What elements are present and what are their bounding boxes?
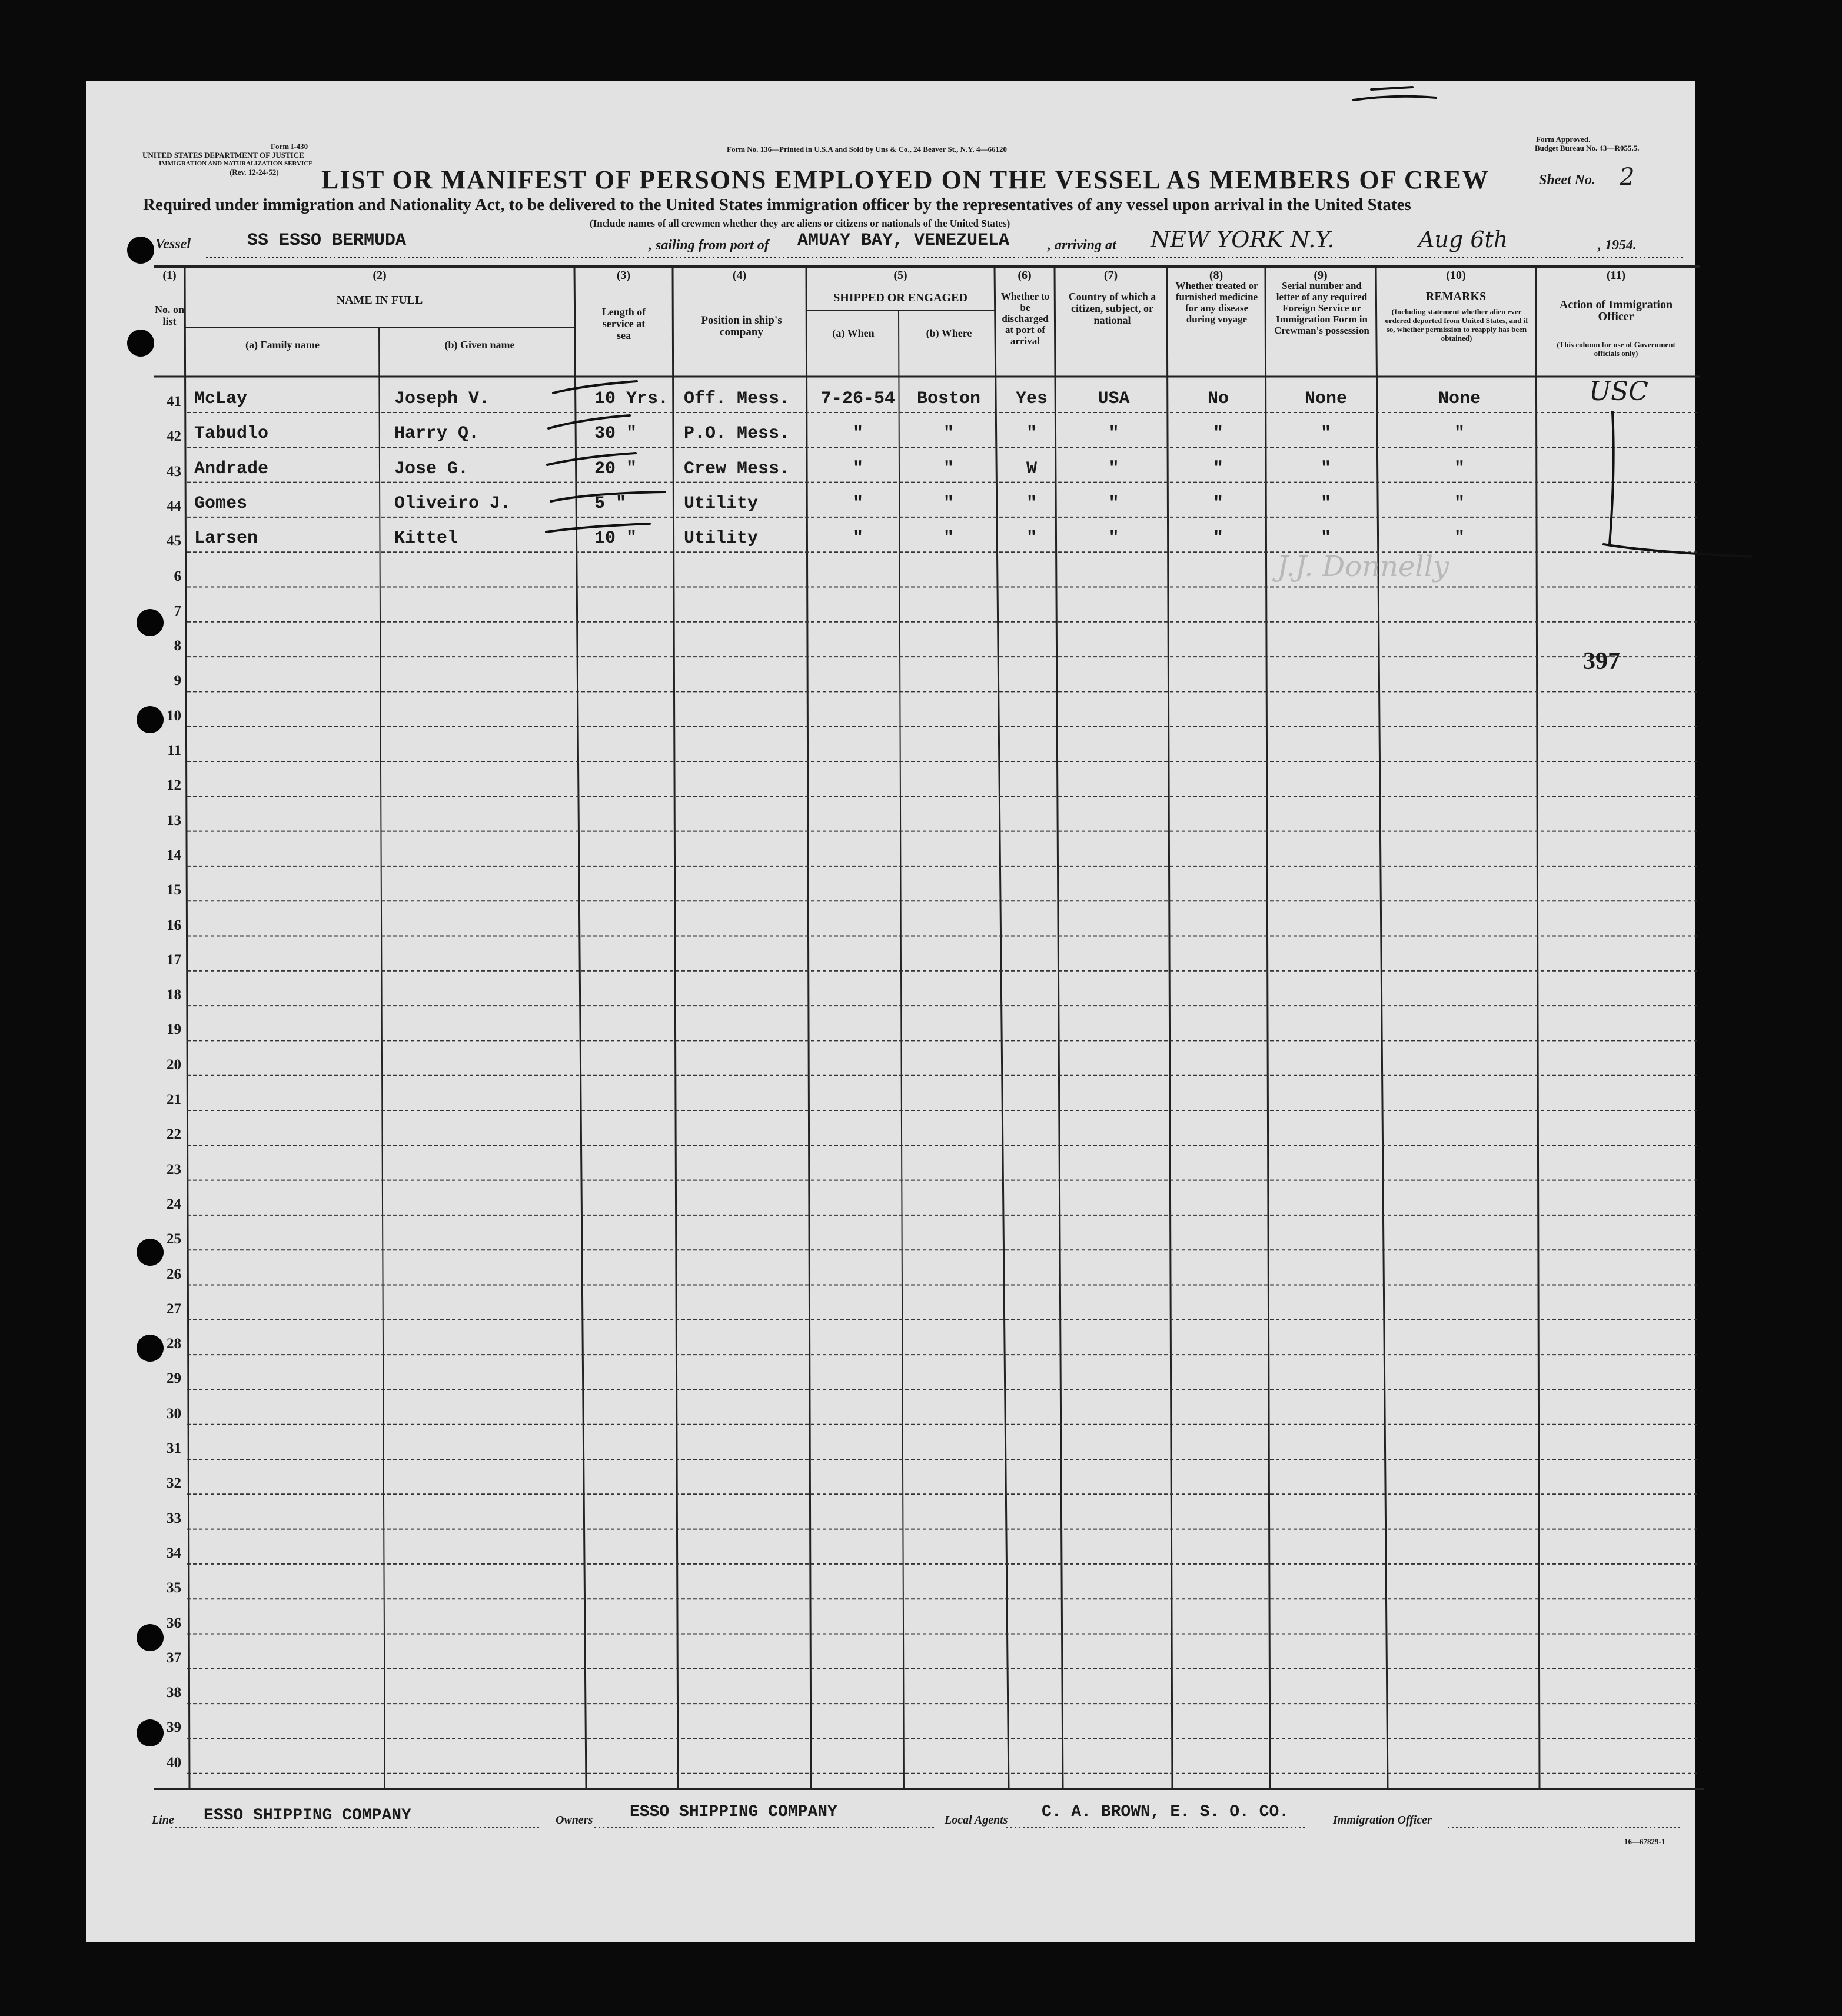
crew-given: Harry Q. (394, 424, 480, 444)
sailing-from-value: AMUAY BAY, VENEZUELA (797, 231, 1010, 251)
row-number: 40 (167, 1754, 181, 1771)
form-number: Form I-430 (271, 142, 308, 151)
crew-treated: " (1212, 493, 1223, 514)
col3-num: (3) (616, 269, 631, 282)
row-number: 38 (167, 1685, 181, 1701)
crew-country: " (1108, 458, 1119, 479)
row-number: 31 (167, 1441, 181, 1456)
row-number: 32 (167, 1475, 181, 1492)
crew-discharged: " (1026, 424, 1037, 444)
row-number: 20 (167, 1056, 181, 1073)
col5-num: (5) (893, 269, 907, 282)
crew-family: McLay (194, 389, 248, 409)
crew-serial: " (1320, 424, 1331, 444)
row-number: 23 (167, 1161, 181, 1177)
crew-discharged: W (1026, 458, 1037, 479)
sailing-from-label: , sailing from port of (649, 238, 769, 253)
col3-header: Length of service at sea (601, 306, 646, 341)
crew-given: Jose G. (394, 458, 469, 479)
immigration-officer-label: Immigration Officer (1333, 1814, 1432, 1827)
include-note: (Include names of all crewmen whether they are aliens or citizens or nationals of the United States) (590, 218, 1010, 229)
row-number: 24 (167, 1196, 181, 1212)
crew-treated: " (1212, 458, 1223, 479)
row-number: 12 (167, 777, 181, 794)
col10-note: (Including statement whether alien ever ordered deported from United States, and if so, whether permission to reapply has been obtained) (1385, 307, 1528, 342)
row-number: 17 (167, 952, 181, 968)
col10-num: (10) (1446, 269, 1466, 282)
vessel-label: Vessel (155, 237, 191, 252)
crew-when: " (852, 528, 863, 549)
row-number: 18 (167, 987, 181, 1003)
col5-header: SHIPPED OR ENGAGED (833, 291, 967, 304)
line-label: Line (152, 1814, 174, 1827)
budget-bureau: Budget Bureau No. 43—R055.5. (1535, 144, 1640, 152)
row-number: 13 (167, 812, 181, 829)
crew-where: " (943, 458, 954, 479)
row-number: 35 (167, 1580, 181, 1596)
crew-remarks: " (1454, 493, 1465, 514)
crew-given: Joseph V. (394, 389, 490, 409)
department: UNITED STATES DEPARTMENT OF JUSTICE (142, 151, 304, 159)
service: IMMIGRATION AND NATURALIZATION SERVICE (159, 160, 313, 167)
crew-serial: " (1320, 493, 1331, 514)
crew-serial: " (1320, 528, 1331, 549)
crew-country: " (1108, 528, 1119, 549)
col1-num: (1) (162, 269, 177, 282)
crew-family: Andrade (194, 458, 269, 479)
row-number: 22 (167, 1126, 181, 1143)
row-number: 28 (167, 1336, 181, 1352)
line-value: ESSO SHIPPING COMPANY (204, 1807, 411, 1825)
col6-header: Whether to be discharged at port of arrival (1000, 291, 1050, 347)
crew-given: Kittel (394, 528, 458, 549)
vessel-value: SS ESSO BERMUDA (247, 231, 407, 251)
sheet-label: Sheet No. (1539, 172, 1595, 188)
crew-given: Oliveiro J. (394, 493, 511, 514)
crew-where: " (943, 528, 954, 549)
crew-remarks: " (1454, 424, 1465, 444)
crew-treated: " (1212, 528, 1223, 549)
col10-header: REMARKS (1425, 290, 1487, 303)
crew-family: Tabudlo (194, 424, 269, 444)
row-number: 7 (174, 603, 181, 619)
col6-num: (6) (1018, 269, 1032, 282)
row-number: 29 (167, 1370, 181, 1387)
crew-position: Utility (684, 493, 759, 514)
local-agents-label: Local Agents (945, 1814, 1008, 1827)
col2a-header: (a) Family name (245, 339, 320, 351)
row-number: 9 (174, 673, 181, 689)
crew-when: " (852, 458, 863, 479)
col11-note: (This column for use of Government officials only) (1557, 340, 1675, 358)
crew-country: USA (1098, 389, 1130, 409)
row-number: 33 (167, 1510, 181, 1526)
crew-remarks: None (1438, 389, 1481, 409)
col1-header: No. on list (154, 304, 184, 327)
crew-discharged: " (1026, 493, 1037, 514)
col5a-header: (a) When (832, 327, 875, 339)
row-number: 42 (167, 428, 181, 445)
col9-header: Serial number and letter of any required Foreign Service or Immigration Form in Crewman's possession (1274, 280, 1369, 336)
crew-position: Off. Mess. (684, 389, 790, 409)
crew-treated: No (1207, 389, 1229, 409)
crew-position: Crew Mess. (684, 458, 790, 479)
crew-position: P.O. Mess. (684, 424, 790, 444)
row-number: 26 (167, 1266, 181, 1282)
row-number: 37 (167, 1649, 181, 1666)
arrival-date: Aug 6th (1418, 227, 1508, 252)
crew-treated: " (1212, 424, 1223, 444)
col11-num: (11) (1606, 269, 1626, 282)
crew-country: " (1108, 493, 1119, 514)
footer-code: 16—67829-1 (1624, 1837, 1665, 1846)
row-number: 21 (167, 1092, 181, 1107)
crew-family: Gomes (194, 493, 248, 514)
row-number: 14 (167, 847, 181, 863)
col2-header: NAME IN FULL (336, 294, 423, 307)
crew-family: Larsen (194, 528, 258, 549)
col8-num: (8) (1209, 269, 1223, 282)
revision: (Rev. 12-24-52) (230, 168, 279, 177)
printer-line: Form No. 136—Printed in U.S.A and Sold by Uns & Co., 24 Beaver St., N.Y. 4—66120 (727, 145, 1007, 154)
form-approved: Form Approved. (1536, 135, 1591, 144)
col7-num: (7) (1103, 269, 1118, 282)
sheet-value: 2 (1620, 164, 1635, 191)
crew-when: " (852, 424, 863, 444)
crew-service: 10 Yrs. (594, 389, 669, 409)
row-number: 16 (167, 917, 181, 933)
owners-value: ESSO SHIPPING COMPANY (630, 1803, 837, 1821)
col2b-header: (b) Given name (444, 339, 515, 351)
col11-header: Action of Immigration Officer (1559, 298, 1673, 323)
crew-where: Boston (916, 389, 981, 409)
row-number: 45 (167, 533, 181, 550)
officer-mark: USC (1589, 377, 1648, 407)
col8-header: Whether treated or furnished medicine for any disease during voyage (1175, 280, 1258, 325)
col5b-header: (b) Where (926, 327, 972, 339)
row-number: 36 (167, 1615, 181, 1631)
owners-label: Owners (556, 1814, 593, 1827)
row-number: 44 (167, 498, 181, 514)
crew-discharged: " (1026, 528, 1037, 549)
crew-where: " (943, 493, 954, 514)
subtitle: Required under immigration and Nationality Act, to be delivered to the United States immigration officer by the representatives of any vessel upon arrival in the United States (143, 195, 1411, 214)
crew-service: 5 " (594, 493, 627, 514)
crew-service: 30 " (594, 424, 637, 444)
year-label: , 1954. (1598, 238, 1637, 253)
crew-serial: " (1320, 458, 1331, 479)
row-number: 27 (167, 1300, 181, 1317)
crew-country: " (1108, 424, 1119, 444)
crew-serial: None (1304, 389, 1347, 409)
local-agents-value: C. A. BROWN, E. S. O. CO. (1042, 1803, 1289, 1821)
crew-service: 20 " (594, 458, 637, 479)
crew-remarks: " (1454, 458, 1465, 479)
col4-num: (4) (732, 269, 747, 282)
row-number: 11 (167, 743, 181, 759)
row-number: 43 (167, 463, 181, 480)
col7-header: Country of which a citizen, subject, or national (1068, 291, 1156, 326)
row-number: 39 (167, 1719, 181, 1736)
row-number: 15 (167, 882, 181, 899)
arriving-label: , arriving at (1048, 238, 1116, 253)
row-number: 10 (167, 707, 181, 724)
row-number: 34 (167, 1545, 181, 1561)
crew-discharged: Yes (1015, 389, 1048, 409)
crew-when: 7-26-54 (820, 389, 896, 409)
crew-remarks: " (1454, 528, 1465, 549)
faint-signature: J.J. Donnelly (1277, 550, 1449, 583)
stamp-number: 397 (1583, 648, 1620, 675)
row-number: 25 (167, 1231, 181, 1247)
col9-num: (9) (1314, 269, 1328, 282)
row-number: 6 (174, 568, 181, 584)
row-number: 19 (167, 1022, 181, 1038)
crew-where: " (943, 424, 954, 444)
arriving-value: NEW YORK N.Y. (1151, 227, 1335, 252)
page-title: LIST OR MANIFEST OF PERSONS EMPLOYED ON THE VESSEL AS MEMBERS OF CREW (321, 165, 1489, 194)
col4-header: Position in ship's company (701, 314, 782, 338)
row-number: 30 (167, 1405, 181, 1422)
crew-position: Utility (684, 528, 759, 549)
col2-num: (2) (373, 269, 387, 282)
crew-when: " (852, 493, 863, 514)
row-number: 41 (167, 394, 181, 410)
crew-service: 10 " (594, 528, 637, 549)
row-number: 8 (174, 638, 181, 654)
